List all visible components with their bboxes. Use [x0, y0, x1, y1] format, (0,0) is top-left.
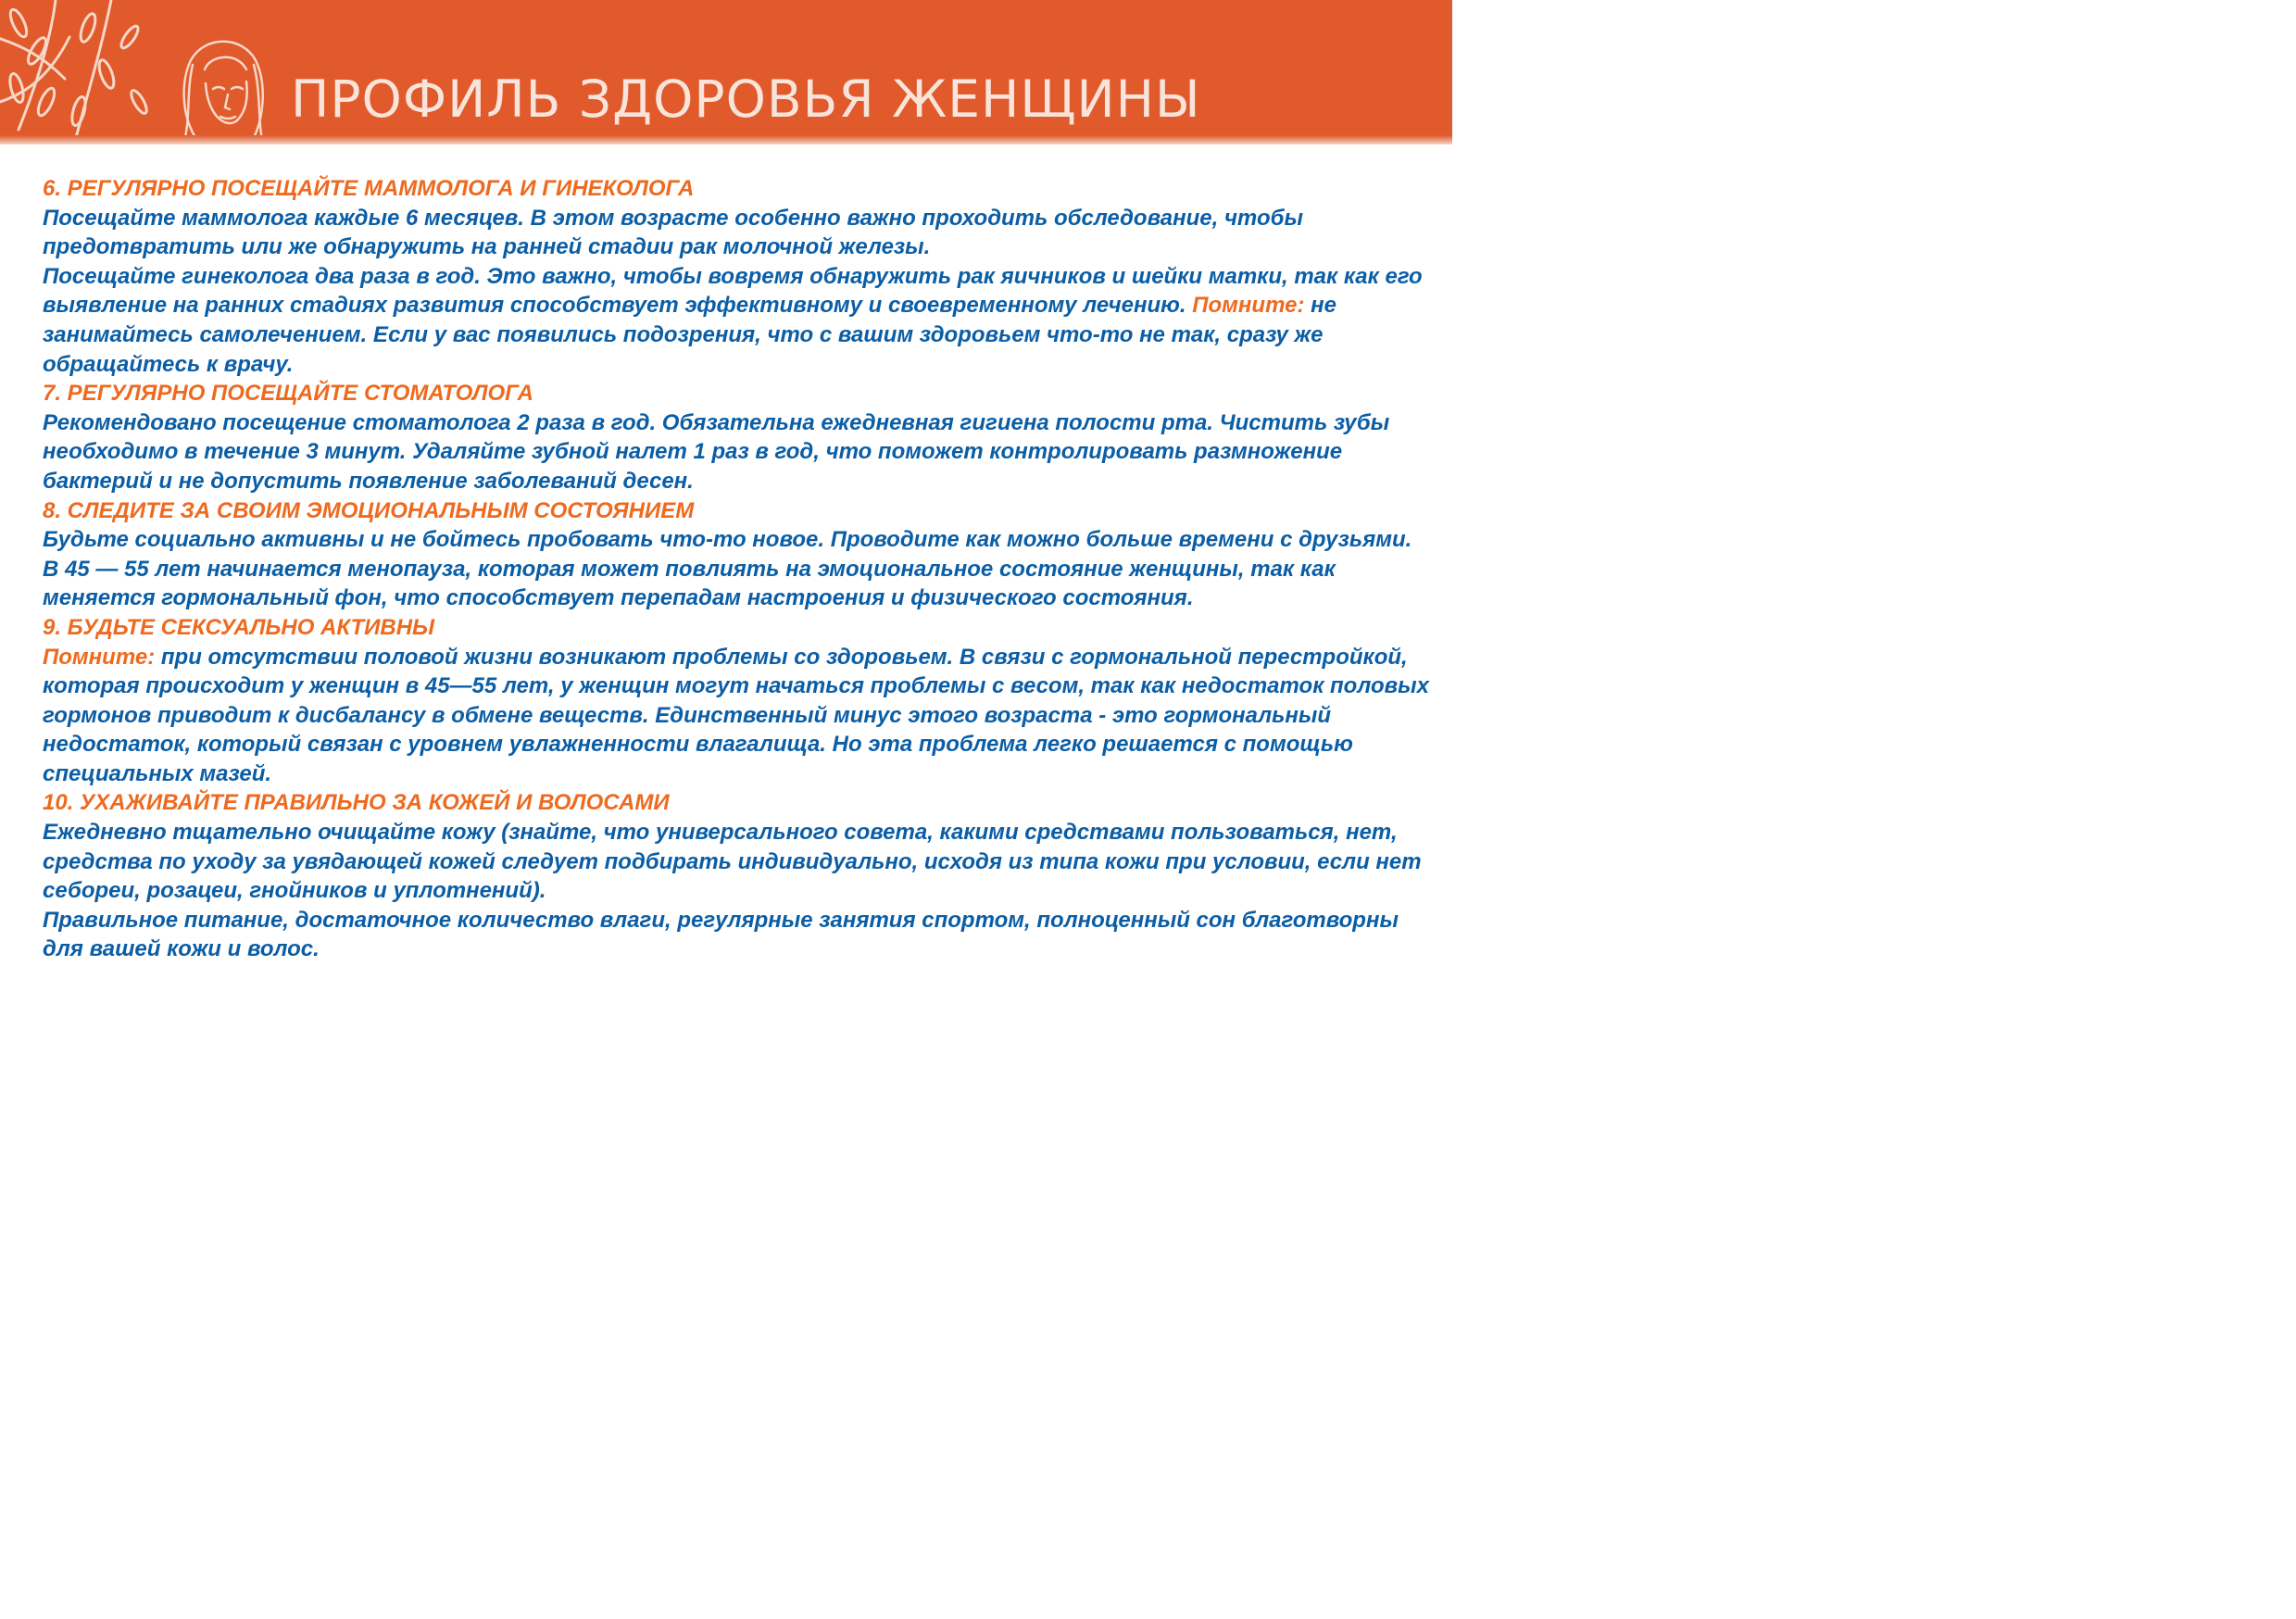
section-6-paragraph-2	[43, 262, 1432, 379]
section-heading-7: 7. РЕГУЛЯРНО ПОСЕЩАЙТЕ СТОМАТОЛОГА	[43, 381, 533, 407]
page-title: ПРОФИЛЬ ЗДОРОВЬЯ ЖЕНЩИНЫ	[291, 69, 1201, 129]
section-heading-8: 8. СЛЕДИТЕ ЗА СВОИМ ЭМОЦИОНАЛЬНЫМ СОСТОЯНИЕМ	[43, 497, 695, 523]
woman-face-icon	[172, 28, 274, 144]
section-9-paragraph-1-text: при отсутствии половой жизни возникают проблемы со здоровьем. В связи с гормональной перестройкой, которая происходит у женщин в 45—55 лет, у женщин могут начаться проблемы с весом, так как недостаток половых гормонов приводит к дисбалансу в обмене веществ. Единственный минус этого возраста - это гормональный недостаток, который связан с уровнем увлажненности влагалища. Но эта проблема легко решается с помощью специальных мазей.	[43, 644, 1429, 786]
section-heading-6: 6. РЕГУЛЯРНО ПОСЕЩАЙТЕ МАММОЛОГА И ГИНЕКОЛОГА	[43, 176, 695, 201]
banner-bottom-fade	[0, 135, 1452, 144]
section-heading-10: 10. УХАЖИВАЙТЕ ПРАВИЛЬНО ЗА КОЖЕЙ И ВОЛОСАМИ	[43, 790, 670, 816]
section-heading-9: 9. БУДЬТЕ СЕКСУАЛЬНО АКТИВНЫ	[43, 614, 435, 640]
section-6-paragraph-2-text: Посещайте гинеколога два раза в год. Это важно, чтобы вовремя обнаружить рак яичников и шейки матки, так как его выявление на ранних стадиях развития способствует эффективному и своевременному лечению.	[43, 263, 1423, 319]
section-6-paragraph-1: Посещайте маммолога каждые 6 месяцев. В этом возрасте особенно важно проходить обследование, чтобы предотвратить или же обнаружить на ранней стадии рак молочной железы.	[43, 205, 1303, 260]
section-10-paragraph-2: Правильное питание, достаточное количество влаги, регулярные занятия спортом, полноценный сон благотворны для вашей кожи и волос.	[43, 907, 1399, 962]
leaf-branches-decoration	[0, 0, 185, 144]
remember-label: Помните:	[1192, 293, 1305, 319]
section-6-paragraph-2-continued: не занимайтесь самолечением. Если у вас появились подозрения, что с вашим здоровьем что-то не так, сразу же обращайтесь к врачу.	[43, 293, 1336, 377]
section-10-paragraph-1: Ежедневно тщательно очищайте кожу (знайте, что универсального совета, какими средствами пользоваться, нет, средства по уходу за увядающей кожей следует подбирать индивидуально, исходя из типа кожи при условии, если нет себореи, розацеи, гнойников и уплотнений).	[43, 820, 1422, 904]
section-8-paragraph-1: Будьте социально активны и не бойтесь пробовать что-то новое. Проводите как можно больше времени с друзьями. В 45 — 55 лет начинается менопауза, которая может повлиять на эмоциональное состояние женщины, так как меняется гормональный фон, что способствует перепадам настроения и физического состояния.	[43, 527, 1412, 611]
document-body	[43, 174, 1432, 964]
remember-label: Помните:	[43, 644, 156, 670]
header-banner	[0, 0, 1452, 144]
section-9-paragraph-1	[43, 643, 1432, 789]
section-7-paragraph-1: Рекомендовано посещение стоматолога 2 раза в год. Обязательна ежедневная гигиена полости рта. Чистить зубы необходимо в течение 3 минут. Удаляйте зубной налет 1 раз в год, что поможет контролировать размножение бактерий и не допустить появление заболеваний десен.	[43, 409, 1390, 494]
